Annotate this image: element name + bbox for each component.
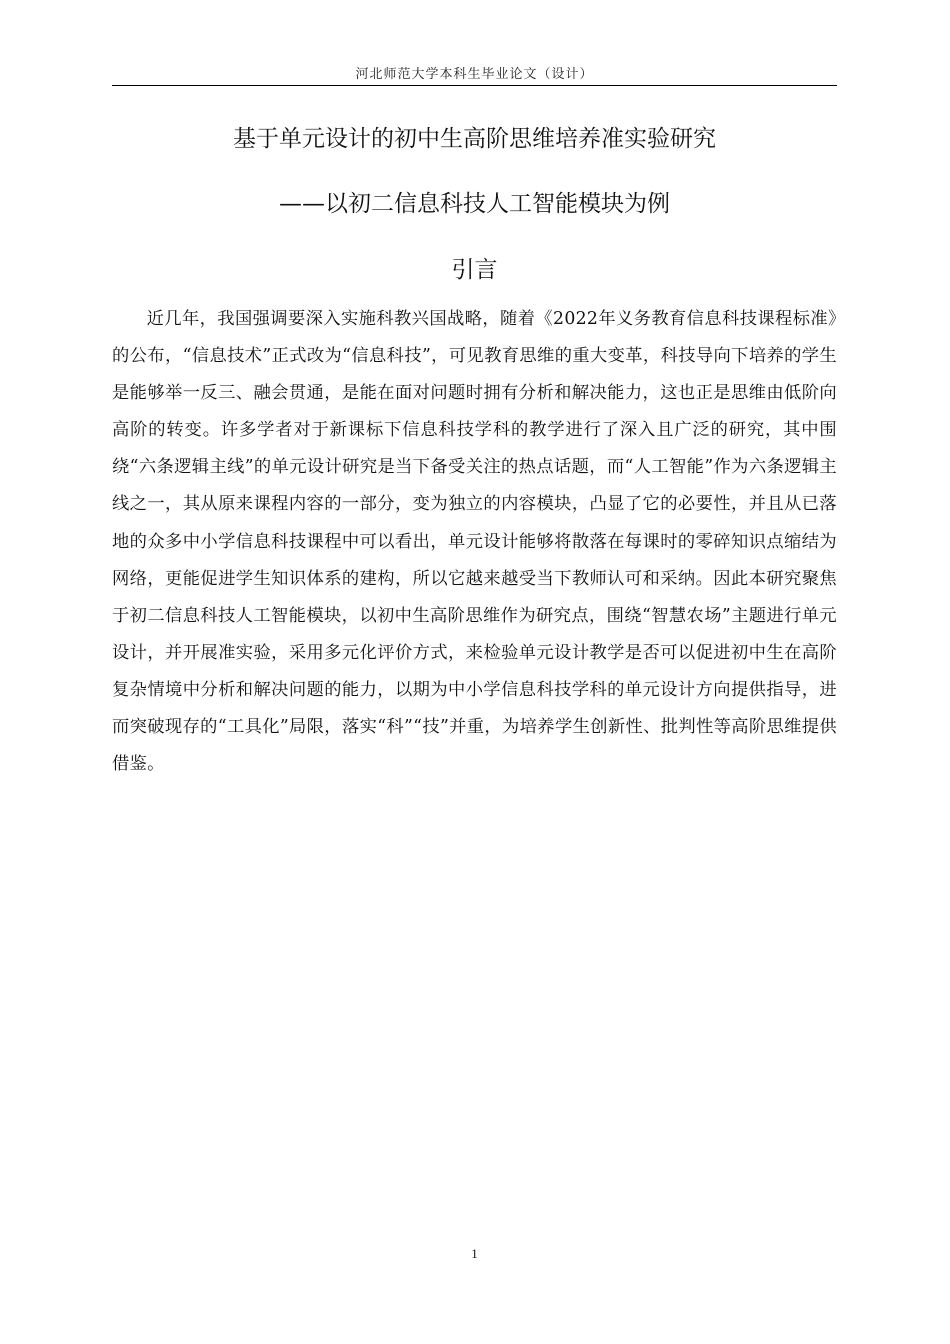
- running-header: 河北师范大学本科生毕业论文（设计）: [355, 67, 594, 82]
- page-number: 1: [471, 1246, 478, 1261]
- paper-subtitle: ——以初二信息科技人工智能模块为例: [279, 191, 670, 217]
- header-divider: [112, 85, 837, 86]
- section-heading-introduction: 引言: [451, 257, 498, 283]
- introduction-paragraph: 近几年，我国强调要深入实施科教兴国战略，随着《2022年义务教育信息科技课程标准》的公布，“信息技术”正式改为“信息科技”，可见教育思维的重大变革，科技导向下培养的学生是能够举一反三、融会贯通，是能在面对问题时拥有分析和解决能力，这也正是思维由低阶向高阶的转变。许多学者对于新课标下信息科技学科的教学进行了深入且广泛的研究，其中围绕“六条逻辑主线”的单元设计研究是当下备受关注的热点话题，而“人工智能”作为六条逻辑主线之一，其从原来课程内容的一部分，变为独立的内容模块，凸显了它的必要性，并且从已落地的众多中小学信息科技课程中可以看出，单元设计能够将散落在每课时的零碎知识点缩结为网络，更能促进学生知识体系的建构，所以它越来越受当下教师认可和采纳。因此本研究聚焦于初二信息科技人工智能模块，以初中生高阶思维作为研究点，围绕“智慧农场”主题进行单元设计，并开展准实验，采用多元化评价方式，来检验单元设计教学是否可以促进初中生在高阶复杂情境中分析和解决问题的能力，以期为中小学信息科技学科的单元设计方向提供指导，进而突破现存的“工具化”局限，落实“科”“技”并重，为培养学生创新性、批判性等高阶思维提供借鉴。: [112, 309, 837, 775]
- paper-title: 基于单元设计的初中生高阶思维培养准实验研究: [233, 126, 716, 152]
